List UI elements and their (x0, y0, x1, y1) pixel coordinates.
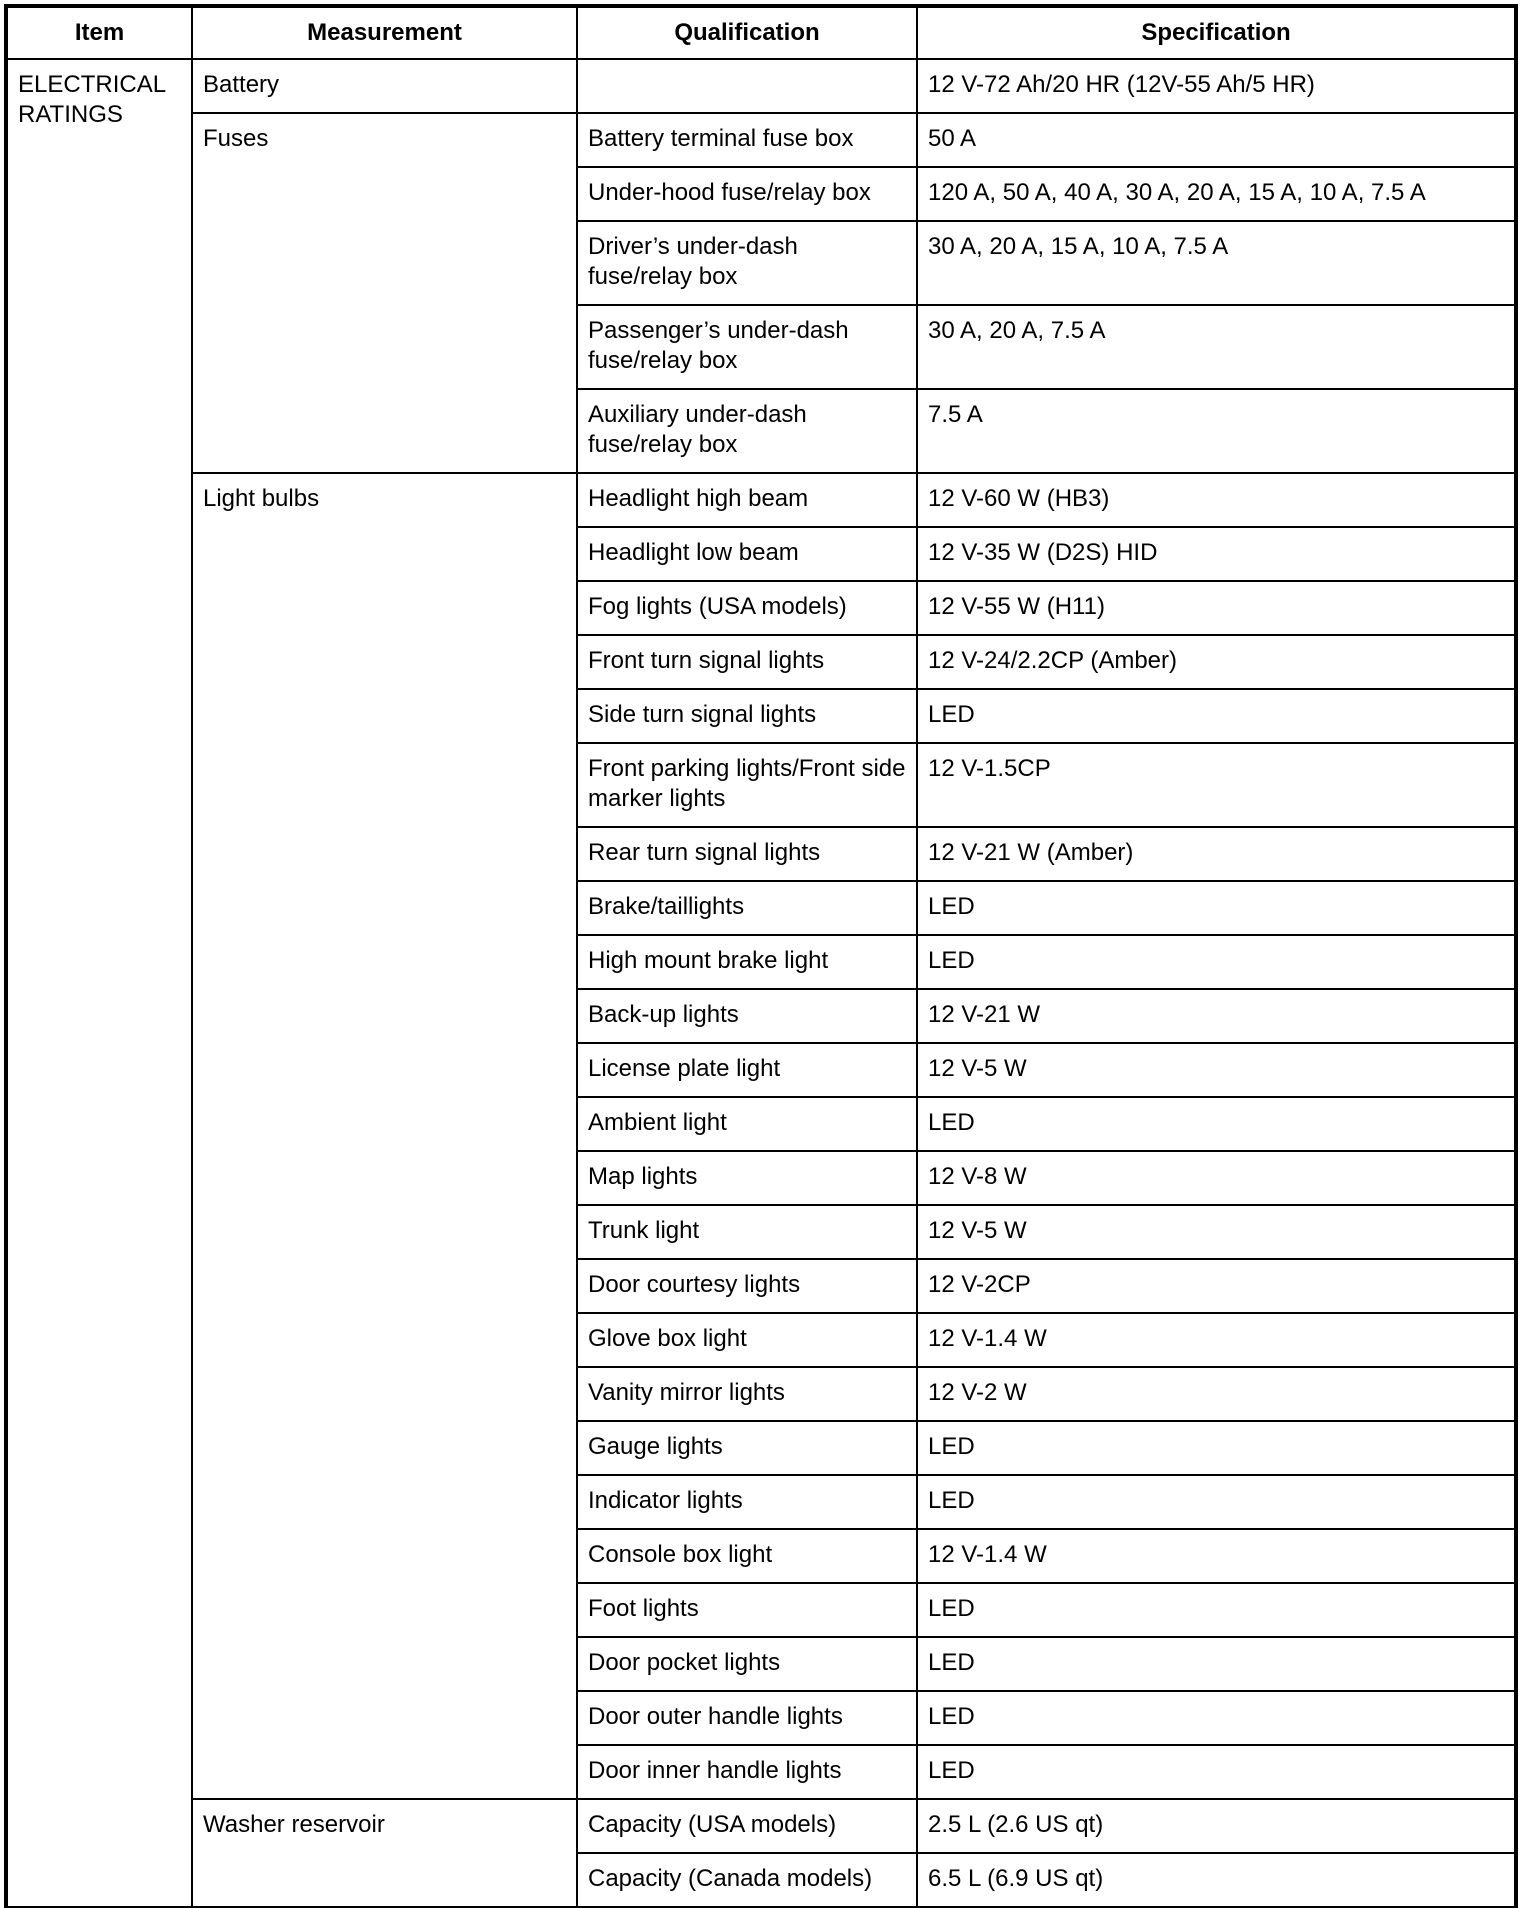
qualification-cell: Headlight low beam (577, 527, 917, 581)
specification-cell: 7.5 A (917, 389, 1515, 473)
qualification-cell: Door pocket lights (577, 1637, 917, 1691)
header-qualification: Qualification (577, 7, 917, 59)
table-row (7, 113, 1515, 167)
qualification-cell: Indicator lights (577, 1475, 917, 1529)
qualification-cell: Door inner handle lights (577, 1745, 917, 1799)
specification-cell: 12 V-21 W (Amber) (917, 827, 1515, 881)
header-row (7, 7, 1515, 59)
specification-cell: 12 V-24/2.2CP (Amber) (917, 635, 1515, 689)
spec-sheet (6, 6, 1514, 1890)
specification-cell: LED (917, 1745, 1515, 1799)
specification-cell: 30 A, 20 A, 15 A, 10 A, 7.5 A (917, 221, 1515, 305)
qualification-cell: Under-hood fuse/relay box (577, 167, 917, 221)
table-row (7, 59, 1515, 113)
qualification-cell: License plate light (577, 1043, 917, 1097)
specification-cell: 12 V-35 W (D2S) HID (917, 527, 1515, 581)
specification-cell: 120 A, 50 A, 40 A, 30 A, 20 A, 15 A, 10 A, 7.5 A (917, 167, 1515, 221)
specification-cell: 12 V-60 W (HB3) (917, 473, 1515, 527)
header-item: Item (7, 7, 192, 59)
qualification-cell: Driver’s under-dash fuse/relay box (577, 221, 917, 305)
measurement-cell: Battery (192, 59, 577, 113)
specification-cell: 6.5 L (6.9 US qt) (917, 1853, 1515, 1907)
table-row (7, 1799, 1515, 1853)
specification-cell: LED (917, 1097, 1515, 1151)
specification-cell: LED (917, 689, 1515, 743)
qualification-cell: Headlight high beam (577, 473, 917, 527)
specification-cell: LED (917, 1475, 1515, 1529)
qualification-cell: Brake/taillights (577, 881, 917, 935)
specification-cell: LED (917, 1691, 1515, 1745)
qualification-cell: Ambient light (577, 1097, 917, 1151)
qualification-cell: Vanity mirror lights (577, 1367, 917, 1421)
qualification-cell: Map lights (577, 1151, 917, 1205)
qualification-cell: Battery terminal fuse box (577, 113, 917, 167)
specification-cell: LED (917, 1583, 1515, 1637)
specification-cell: 50 A (917, 113, 1515, 167)
qualification-cell: Glove box light (577, 1313, 917, 1367)
specification-cell: 12 V-72 Ah/20 HR (12V-55 Ah/5 HR) (917, 59, 1515, 113)
qualification-cell: Side turn signal lights (577, 689, 917, 743)
measurement-cell: Washer reservoir (192, 1799, 577, 1907)
specification-cell: 2.5 L (2.6 US qt) (917, 1799, 1515, 1853)
specification-cell: LED (917, 1421, 1515, 1475)
qualification-cell: Trunk light (577, 1205, 917, 1259)
item-cell: ELECTRICAL RATINGS (7, 59, 192, 1907)
qualification-cell: Door courtesy lights (577, 1259, 917, 1313)
specification-cell: 12 V-5 W (917, 1205, 1515, 1259)
specification-cell: 12 V-2CP (917, 1259, 1515, 1313)
qualification-cell: Door outer handle lights (577, 1691, 917, 1745)
qualification-cell: Capacity (Canada models) (577, 1853, 917, 1907)
specification-cell: 12 V-21 W (917, 989, 1515, 1043)
qualification-cell: Back-up lights (577, 989, 917, 1043)
table-body (7, 59, 1515, 1907)
qualification-cell: Passenger’s under-dash fuse/relay box (577, 305, 917, 389)
measurement-cell: Light bulbs (192, 473, 577, 1799)
specification-cell: 12 V-2 W (917, 1367, 1515, 1421)
qualification-cell: Auxiliary under-dash fuse/relay box (577, 389, 917, 473)
qualification-cell: Capacity (USA models) (577, 1799, 917, 1853)
specification-cell: 12 V-8 W (917, 1151, 1515, 1205)
measurement-cell: Fuses (192, 113, 577, 473)
table-row (7, 473, 1515, 527)
specification-cell: 12 V-1.4 W (917, 1529, 1515, 1583)
specification-cell: 12 V-1.5CP (917, 743, 1515, 827)
specification-cell: 12 V-5 W (917, 1043, 1515, 1097)
qualification-cell: Front parking lights/Front side marker lights (577, 743, 917, 827)
electrical-ratings-table (6, 6, 1516, 1908)
qualification-cell: Foot lights (577, 1583, 917, 1637)
qualification-cell: Console box light (577, 1529, 917, 1583)
qualification-cell: Rear turn signal lights (577, 827, 917, 881)
specification-cell: LED (917, 881, 1515, 935)
specification-cell: 12 V-1.4 W (917, 1313, 1515, 1367)
specification-cell: 30 A, 20 A, 7.5 A (917, 305, 1515, 389)
qualification-cell: Front turn signal lights (577, 635, 917, 689)
qualification-cell: High mount brake light (577, 935, 917, 989)
qualification-cell (577, 59, 917, 113)
header-specification: Specification (917, 7, 1515, 59)
specification-cell: 12 V-55 W (H11) (917, 581, 1515, 635)
qualification-cell: Gauge lights (577, 1421, 917, 1475)
specification-cell: LED (917, 935, 1515, 989)
specification-cell: LED (917, 1637, 1515, 1691)
qualification-cell: Fog lights (USA models) (577, 581, 917, 635)
header-measurement: Measurement (192, 7, 577, 59)
